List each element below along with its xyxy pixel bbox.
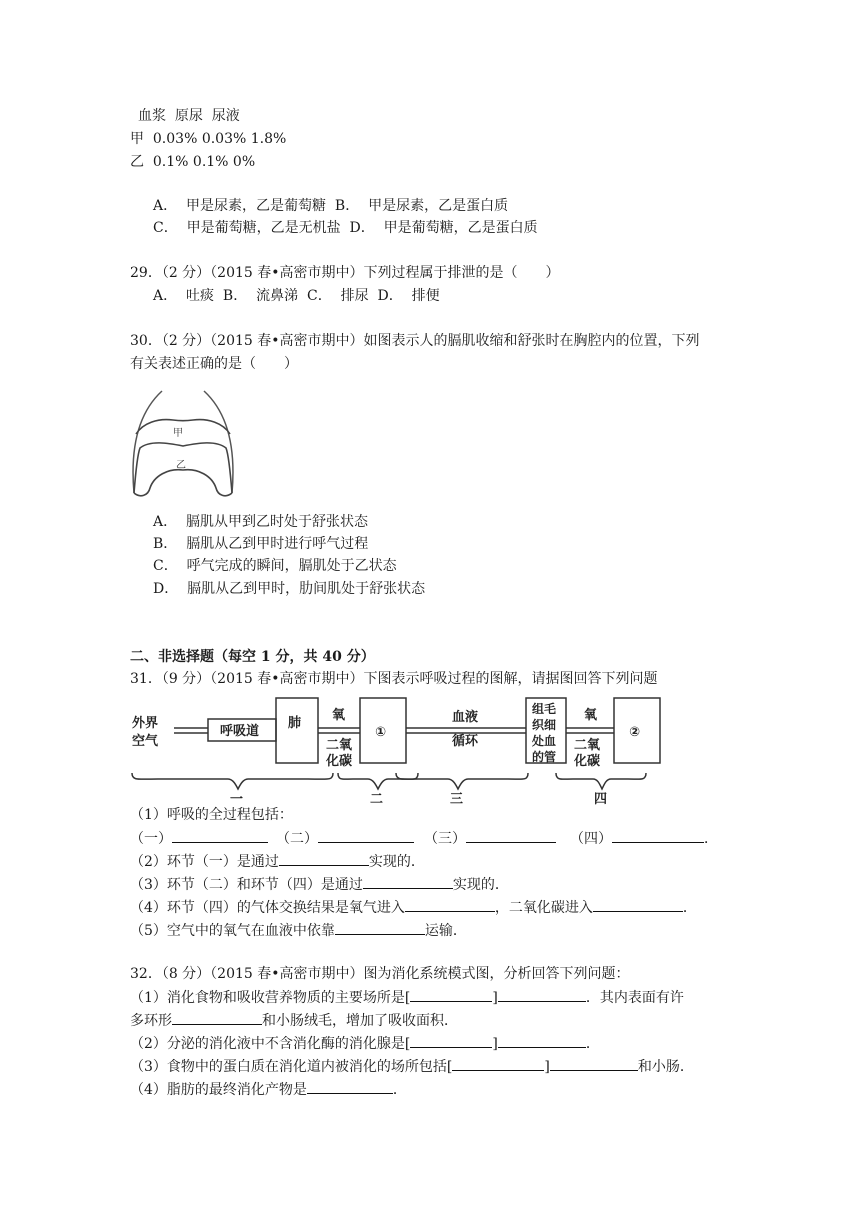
label-oxygen-2: 氧 [584, 708, 598, 723]
label-co2-1b: 化碳 [326, 754, 353, 769]
label-stage-2-text: （二） [276, 831, 318, 847]
q32-sub1-pre: （1）消化食物和吸收营养物质的主要场所是[ [130, 990, 411, 1006]
label-box1: ① [375, 725, 387, 740]
label-stage-1: 一 [230, 792, 244, 805]
q28-options-line-2: C． 甲是葡萄糖，乙是无机盐 D． 甲是葡萄糖，乙是蛋白质 [153, 220, 538, 236]
q31-sub2-pre: （2）环节（一）是通过 [130, 854, 279, 870]
label-stage-1-text: （一） [130, 831, 172, 847]
q30-option-c: C． 呼气完成的瞬间，膈肌处于乙状态 [153, 558, 397, 574]
q31-sub3-post: 实现的． [452, 877, 509, 893]
blank-q32-sub1c[interactable] [172, 1010, 262, 1025]
diaphragm-figure [128, 388, 238, 500]
label-outside-air-1: 外界 [132, 716, 159, 731]
blank-q31-sub5[interactable] [335, 920, 425, 935]
blank-q32-sub4[interactable] [307, 1079, 393, 1094]
label-oxygen-1: 氧 [332, 708, 346, 723]
label-tissue-d: 的管 [532, 750, 557, 764]
q30-stem-line-2: 有关表述正确的是（ ） [130, 356, 298, 372]
q32-stem: 32．（8 分）（2015 春•高密市期中）图为消化系统模式图，分析回答下列问题： [130, 966, 630, 982]
blank-q32-sub3b[interactable] [550, 1056, 638, 1071]
q32-sub1 [130, 987, 684, 1007]
q32-sub3 [130, 1056, 694, 1076]
blank-q31-sub2[interactable] [279, 851, 369, 866]
label-yi: 乙 [176, 460, 186, 471]
blank-stage-3[interactable] [466, 828, 556, 843]
q31-sub2 [130, 851, 425, 871]
blank-q32-sub2a[interactable] [410, 1033, 492, 1048]
table-row-2: 乙 0.1% 0.1% 0% [130, 154, 256, 170]
label-outside-air-2: 空气 [132, 734, 159, 749]
label-blood-a: 血液 [452, 710, 479, 725]
q30-stem-line-1: 30．（2 分）（2015 春•高密市期中）如图表示人的膈肌收缩和舒张时在胸腔内的位置，下列 [130, 333, 700, 349]
q32-sub1-line2-pre: 多环形 [130, 1013, 172, 1029]
label-blood-b: 循环 [452, 734, 479, 749]
label-stage-4: 四 [594, 792, 608, 805]
bracket-close: ] [544, 1059, 550, 1075]
table-header: 血浆 原尿 尿液 [138, 108, 240, 124]
q32-sub3-pre: （3）食物中的蛋白质在消化道内被消化的场所包括[ [130, 1059, 453, 1075]
blank-stage-1[interactable] [172, 828, 268, 843]
q31-sub4-mid: ，二氧化碳进入 [494, 900, 593, 916]
blank-stage-4[interactable] [612, 828, 704, 843]
table-row-1: 甲 0.03% 0.03% 1.8% [130, 131, 287, 147]
q31-sub5 [130, 920, 467, 940]
q32-sub1-line2-post: 和小肠绒毛，增加了吸收面积． [262, 1013, 458, 1029]
label-tissue-b: 织细 [532, 718, 557, 732]
label-stage-3: 三 [450, 792, 464, 805]
label-stage-3-text: （三） [424, 831, 466, 847]
q31-sub1-blanks [130, 828, 718, 848]
q30-option-a: A． 膈肌从甲到乙时处于舒张状态 [153, 514, 369, 530]
period: ． [585, 1036, 600, 1052]
section-title: 二、非选择题（每空 1 分，共 40 分） [130, 649, 375, 665]
period: ． [704, 831, 718, 847]
blank-stage-2[interactable] [318, 828, 414, 843]
q31-sub5-post: 运输． [424, 923, 467, 939]
label-stage-2: 二 [370, 792, 384, 805]
period: ． [682, 900, 697, 916]
blank-q31-sub4b[interactable] [593, 897, 683, 912]
label-tissue-c: 处血 [532, 734, 557, 748]
label-co2-1a: 二氧 [326, 738, 353, 753]
label-lung: 肺 [288, 716, 302, 731]
respiration-diagram [128, 693, 728, 805]
q31-sub3-pre: （3）环节（二）和环节（四）是通过 [130, 877, 363, 893]
label-stage-4-text: （四） [570, 831, 612, 847]
q32-sub1-post: ．其内表面有许 [585, 990, 684, 1006]
q31-sub4 [130, 897, 697, 917]
q28-options-line-1: A． 甲是尿素，乙是葡萄糖 B． 甲是尿素，乙是蛋白质 [153, 198, 509, 214]
q31-sub3 [130, 874, 509, 894]
bracket-close: ] [492, 1036, 498, 1052]
q31-sub1: （1）呼吸的全过程包括： [130, 807, 293, 823]
label-box2: ② [629, 725, 641, 740]
q32-sub1-line2 [130, 1010, 458, 1030]
blank-q31-sub4a[interactable] [405, 897, 495, 912]
q29-options: A． 吐痰 B． 流鼻涕 C． 排尿 D． 排便 [153, 288, 440, 304]
q31-sub4-pre: （4）环节（四）的气体交换结果是氧气进入 [130, 900, 405, 916]
blank-q32-sub3a[interactable] [452, 1056, 544, 1071]
q32-sub4-pre: （4）脂肪的最终消化产物是 [130, 1082, 307, 1098]
label-airway: 呼吸道 [220, 724, 260, 739]
label-jia: 甲 [173, 428, 183, 439]
q31-sub5-pre: （5）空气中的氧气在血液中依靠 [130, 923, 335, 939]
q31-sub2-post: 实现的． [368, 854, 425, 870]
label-co2-2b: 化碳 [574, 754, 601, 769]
q30-option-d: D． 膈肌从乙到甲时，肋间肌处于舒张状态 [153, 581, 426, 597]
label-co2-2a: 二氧 [574, 738, 601, 753]
blank-q32-sub2b[interactable] [498, 1033, 586, 1048]
period: ． [392, 1082, 407, 1098]
bracket-close: ] [492, 990, 498, 1006]
blank-q31-sub3[interactable] [363, 874, 453, 889]
q31-stem: 31．（9 分）（2015 春•高密市期中）下图表示呼吸过程的图解，请据图回答下列问题 [130, 671, 658, 687]
q29-stem: 29．（2 分）（2015 春•高密市期中）下列过程属于排泄的是（ ） [130, 265, 560, 281]
q30-option-b: B． 膈肌从乙到甲时进行呼气过程 [153, 536, 369, 552]
q32-sub4 [130, 1079, 407, 1099]
blank-q32-sub1a[interactable] [410, 987, 492, 1002]
blank-q32-sub1b[interactable] [498, 987, 586, 1002]
label-tissue-a: 组毛 [532, 702, 557, 716]
q32-sub2 [130, 1033, 600, 1053]
q32-sub2-pre: （2）分泌的消化液中不含消化酶的消化腺是[ [130, 1036, 411, 1052]
q32-sub3-post: 和小肠． [637, 1059, 694, 1075]
